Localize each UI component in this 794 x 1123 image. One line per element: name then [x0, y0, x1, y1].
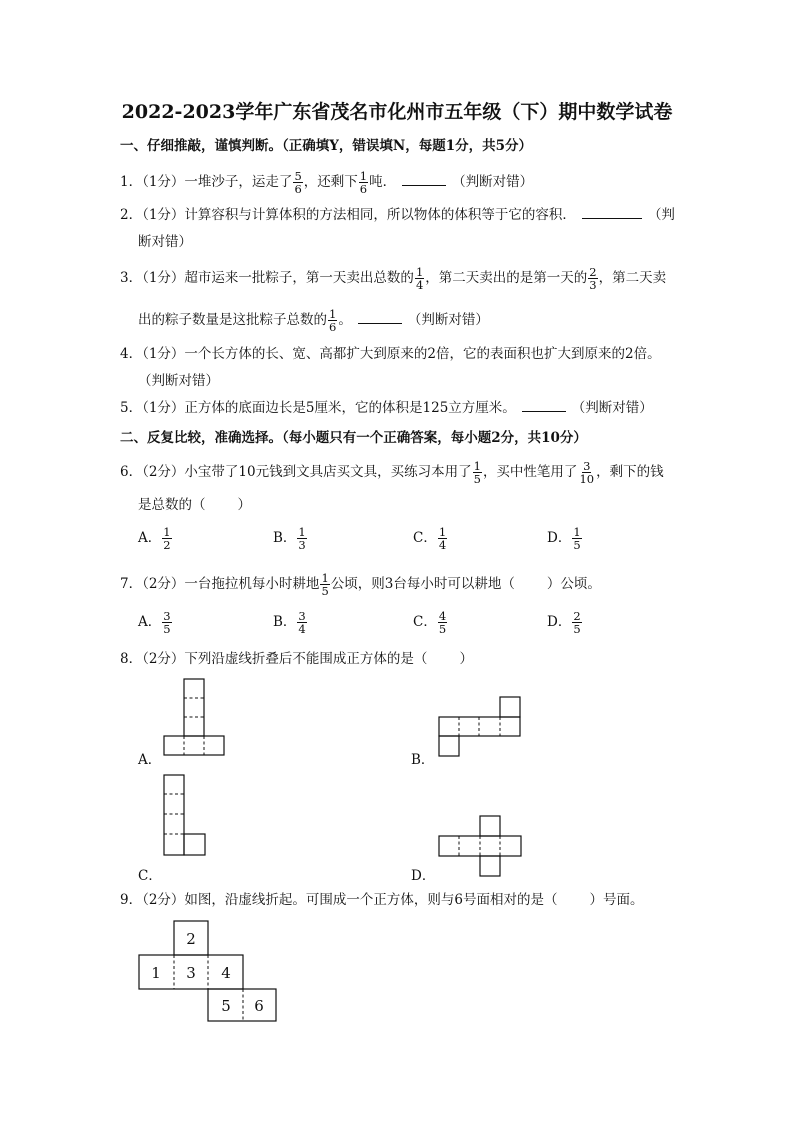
q1-text-post: 吨．	[369, 174, 397, 190]
q1-tail: （判断对错）	[452, 174, 534, 190]
q6-option-b[interactable]: B． $\frac{1}{3}$	[273, 525, 306, 552]
q6-option-c[interactable]: C． $\frac{1}{4}$	[413, 525, 447, 552]
q3-text-post: ，第二天卖	[598, 270, 667, 286]
q8-option-c-label[interactable]: C．	[138, 868, 162, 884]
face-3: 3	[186, 964, 196, 982]
question-7: 7．（2分）一台拖拉机每小时耕地 $\frac{1}{5}$ 公顷，则3台每小时可以耕地（ ）公顷。	[120, 571, 601, 598]
page-title: 2022-2023学年广东省茂名市化州市五年级（下）期中数学试卷	[121, 101, 673, 123]
q8-net-a	[163, 678, 227, 760]
fraction: $\frac{3}{10}$	[579, 459, 595, 486]
q1-text: 1．（1分）一堆沙子，运走了	[120, 174, 293, 190]
fraction: $\frac{1}{4}$	[415, 265, 424, 292]
q4-line-2: （判断对错）	[138, 373, 219, 389]
question-3	[120, 266, 666, 291]
question-5: 5．（1分）正方体的底面边长是5厘米，它的体积是125立方厘米。 （判断对错）	[120, 400, 653, 416]
q7-option-a[interactable]: A． $\frac{3}{5}$	[138, 609, 171, 636]
fraction: $\frac{5}{6}$	[294, 169, 302, 196]
face-1: 1	[151, 964, 161, 982]
question-8: 8．（2分）下列沿虚线折叠后不能围成正方体的是（ ）	[120, 651, 473, 667]
q6-option-a[interactable]: A． $\frac{1}{2}$	[138, 525, 171, 552]
answer-blank[interactable]	[522, 399, 566, 412]
q8-option-a-label[interactable]: A．	[138, 752, 162, 768]
q7-option-d[interactable]: D． $\frac{2}{5}$	[547, 609, 581, 636]
question-1	[120, 170, 533, 195]
q8-net-d	[438, 815, 524, 879]
question-6: 6．（2分）小宝带了10元钱到文具店买文具，买练习本用了 $\frac{1}{5}$ ，买中性笔用了 $\frac{3}{10}$ ，剩下的钱	[120, 459, 664, 486]
q3-text-mid: ，第二天卖出的是第一天的	[425, 270, 588, 286]
q9-cube-net	[138, 920, 280, 1024]
q8-net-b	[438, 696, 524, 760]
face-6: 6	[254, 997, 264, 1015]
q1-text-mid: ，还剩下	[303, 174, 358, 190]
answer-blank[interactable]	[402, 173, 446, 186]
question-4: 4．（1分）一个长方体的长、宽、高都扩大到原来的2倍，它的表面积也扩大到原来的2倍。	[120, 346, 661, 362]
q7-option-c[interactable]: C． $\frac{4}{5}$	[413, 609, 447, 636]
q8-option-b-label[interactable]: B．	[411, 752, 435, 768]
q6-line-2: 是总数的（ ）	[138, 497, 251, 513]
q7-option-b[interactable]: B． $\frac{3}{4}$	[273, 609, 306, 636]
face-4: 4	[221, 964, 231, 982]
q2-tail: （判	[647, 207, 675, 223]
section-2-heading: 二、反复比较，准确选择。（每小题只有一个正确答案，每小题2分，共10分）	[120, 430, 587, 446]
q2-text: 2．（1分）计算容积与计算体积的方法相同，所以物体的体积等于它的容积．	[120, 207, 576, 223]
q3-text: 3．（1分）超市运来一批粽子，第一天卖出总数的	[120, 270, 414, 286]
q8-net-c	[163, 774, 211, 860]
fraction: $\frac{1}{5}$	[473, 459, 481, 486]
fraction: $\frac{1}{6}$	[329, 307, 337, 334]
fraction: $\frac{1}{5}$	[321, 571, 329, 598]
q6-option-d[interactable]: D． $\frac{1}{5}$	[547, 525, 581, 552]
q3-line-2: 出的粽子数量是这批粽子总数的 $\frac{1}{6}$ 。 （判断对错）	[138, 307, 489, 334]
q8-option-d-label[interactable]: D．	[411, 868, 436, 884]
q2-line-2: 断对错）	[138, 234, 192, 250]
fraction: $\frac{1}{6}$	[359, 169, 368, 196]
answer-blank[interactable]	[582, 206, 642, 219]
answer-blank[interactable]	[358, 311, 402, 324]
face-5: 5	[221, 997, 231, 1015]
question-9: 9．（2分）如图，沿虚线折起。可围成一个正方体，则与6号面相对的是（ ）号面。	[120, 892, 644, 908]
section-1-heading: 一、仔细推敲，谨慎判断。（正确填Y，错误填N，每题1分，共5分）	[120, 138, 533, 154]
fraction: $\frac{2}{3}$	[589, 265, 597, 292]
question-2	[120, 205, 675, 225]
face-2: 2	[186, 930, 196, 948]
